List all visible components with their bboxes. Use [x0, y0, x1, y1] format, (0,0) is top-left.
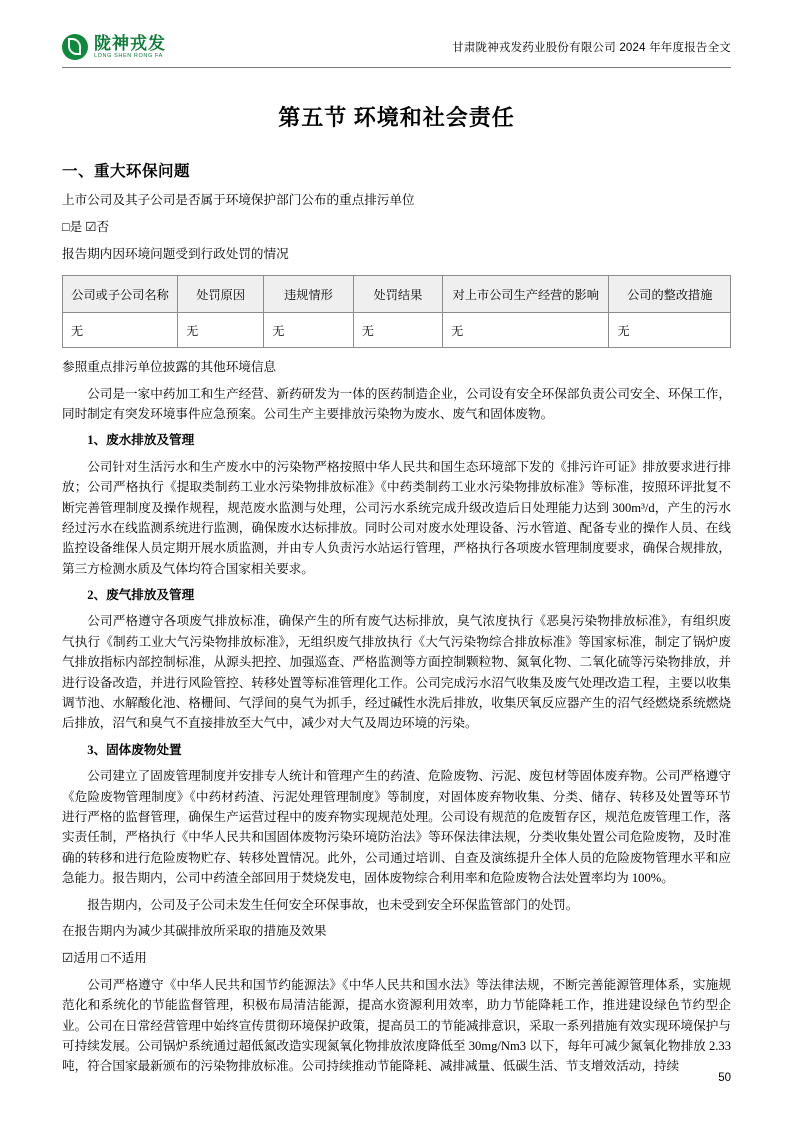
heading-major-environmental-issues: 一、重大环保问题: [62, 163, 191, 180]
question-carbon-reduction: 在报告期内为减少其碳排放所采取的措施及效果: [62, 923, 327, 938]
page-number: 50: [718, 1072, 731, 1084]
cell-penalty-reason: 无: [178, 313, 264, 348]
answer-carbon-reduction: [62, 948, 731, 968]
table-row: [63, 313, 731, 348]
cell-violation: 无: [264, 313, 353, 348]
logo-english-name: LONG SHEN RONG FA: [94, 52, 163, 59]
col-penalty-result: 处罚结果: [353, 276, 442, 313]
option-yes[interactable]: □是: [62, 220, 83, 235]
label-other-environmental-info: 参照重点排污单位披露的其他环境信息: [62, 360, 277, 375]
paragraph-solid-waste: 公司建立了固废管理制度并安排专人统计和管理产生的药渣、危险废物、污泥、废包材等固体废弃物。公司严格遵守《危险废物管理制度》《中药材药渣、污泥处理管理制度》等制度，对固体废弃物收集、分类、储存、转移及处置等环节进行严格的监督管理，确保生产运营过程中的废弃物实现规范处理。公司设有规范的危废暂存区，规范危废管理工作，落实责任制，严格执行《中华人民共和国固体废物污染环境防治法》等环保法律法规，分类收集处置公司危险废物，及时准确的转移和进行危险废物贮存、转移处置情况。此外，公司通过培训、自查及演练提升全体人员的危险废物管理水平和应急能力。报告期内，公司中药渣全部回用于焚烧发电，固体废物综合利用率和危险废物合法处置率均为 100%。: [62, 769, 731, 886]
col-violation: 违规情形: [264, 276, 353, 313]
page-header: [62, 34, 731, 68]
option-applicable[interactable]: ☑适用: [62, 951, 99, 966]
logo-text: [94, 35, 166, 60]
penalty-table: [62, 275, 731, 348]
question-administrative-penalty: 报告期内因环境问题受到行政处罚的情况: [62, 246, 289, 261]
cell-rectification: 无: [609, 313, 731, 348]
option-no[interactable]: ☑否: [85, 220, 110, 235]
answer-key-pollutant-unit: [62, 217, 731, 237]
logo-leaf-icon: [62, 34, 88, 60]
paragraph-no-accidents: 报告期内，公司及子公司未发生任何安全环保事故，也未受到安全环保监管部门的处罚。: [87, 897, 579, 912]
col-company-name: 公司或子公司名称: [63, 276, 178, 313]
paragraph-company-overview: 公司是一家中药加工和生产经营、新药研发为一体的医药制造企业，公司设有安全环保部负责公司安全、环保工作，同时制定有突发环境事件应急预案。公司生产主要排放污染物为废水、废气和固体废物。: [62, 386, 731, 421]
question-key-pollutant-unit: 上市公司及其子公司是否属于环境保护部门公布的重点排污单位: [62, 193, 415, 207]
header-report-title: 甘肃陇神戎发药业股份有限公司 2024 年年度报告全文: [452, 42, 731, 54]
company-logo: [62, 34, 166, 60]
subheading-wastewater: 1、废水排放及管理: [87, 433, 195, 448]
paragraph-waste-gas: 公司严格遵守各项废气排放标准，确保产生的所有废气达标排放，臭气浓度执行《恶臭污染物排放标准》，有组织废气执行《制药工业大气污染物排放标准》，无组织废气排放执行《大气污染物综合排放标准》等国家标准，制定了锅炉废气排放指标内部控制标准，从源头把控、加强巡查、严格监测等方面控制颗粒物、氮氧化物、二氧化硫等污染物排放，并进行设备改造，并进行风险管控、转移处置等标准管理化工作。公司完成污水沼气收集及废气处理改造工程，主要以收集调节池、水解酸化池、格栅间、气浮间的臭气为抓手，经过碱性水洗后排放，收集厌氧反应器产生的沼气经燃烧系统燃烧后排放，沼气和臭气不直接排放至大气中，减少对大气及周边环境的污染。: [62, 614, 731, 731]
logo-chinese-name: 陇神戎发: [94, 33, 166, 53]
paragraph-wastewater: 公司针对生活污水和生产废水中的污染物严格按照中华人民共和国生态环境部下发的《排污许可证》排放要求进行排放；公司严格执行《提取类制药工业水污染物排放标准》《中药类制药工业水污染物排放标准》等标准，按照环评批复不断完善管理制度及操作规程，规范废水监测与处理，公司污水系统完成升级改造后日处理能力达到 300m³/d，产生的污水经过污水在线监测系统进行监测，确保废水达标排放。同时公司对废水处理设备、污水管道、配备专业的操作人员、在线监控设备维保人员定期开展水质监测，并由专人负责污水站运行管理，严格执行各项废水管理制度要求，确保合规排放，第三方检测水质及气体均符合国家相关要求。: [62, 459, 731, 576]
page-title: 第五节 环境和社会责任: [278, 105, 515, 130]
col-impact: 对上市公司生产经营的影响: [443, 276, 609, 313]
col-rectification: 公司的整改措施: [609, 276, 731, 313]
subheading-waste-gas: 2、废气排放及管理: [87, 588, 195, 603]
option-not-applicable[interactable]: □不适用: [101, 951, 147, 966]
cell-company-name: 无: [63, 313, 178, 348]
cell-impact: 无: [443, 313, 609, 348]
col-penalty-reason: 处罚原因: [178, 276, 264, 313]
subheading-solid-waste: 3、固体废物处置: [87, 742, 182, 757]
paragraph-carbon-reduction-measures: 公司严格遵守《中华人民共和国节约能源法》《中华人民共和国水法》等法律法规，不断完善能源管理体系，实施规范化和系统化的节能监督管理，积极布局清洁能源，提高水资源利用效率，助力节能降耗工作，推进建设绿色节约型企业。公司在日常经营管理中始终宣传贯彻环境保护政策，提高员工的节能减排意识，采取一系列措施有效实现环境保护与可持续发展。公司锅炉系统通过超低氮改造实现氮氧化物排放浓度降低至 30mg/Nm3 以下，每年可减少氮氧化物排放 2.33 吨，符合国家最新颁布的污染物排放标准。公司持续推动节能降耗、减排减量、低碳生活、节支增效活动，持续: [62, 977, 731, 1074]
cell-penalty-result: 无: [353, 313, 442, 348]
table-header-row: [63, 276, 731, 313]
